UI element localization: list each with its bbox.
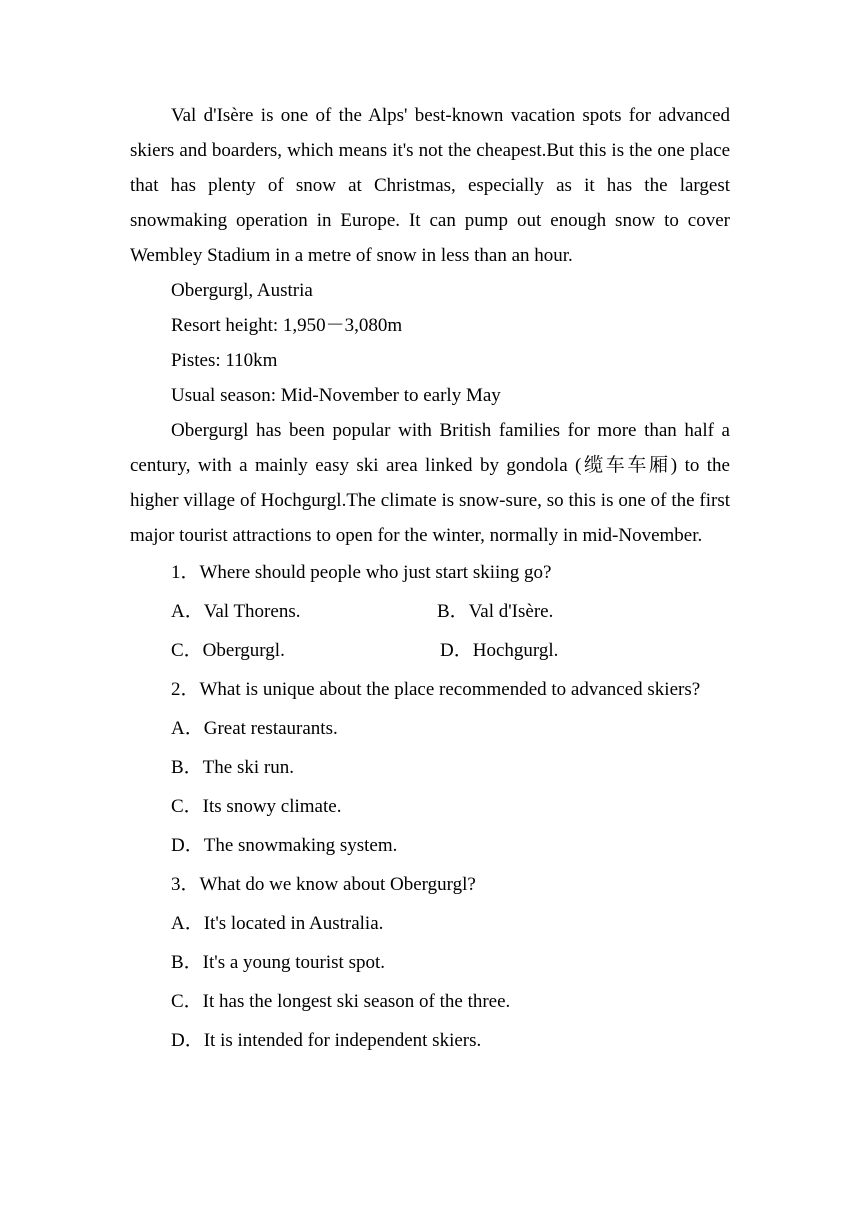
question-2-option-c: C．Its snowy climate. (171, 796, 342, 817)
resort-usual-season: Usual season: Mid-November to early May (171, 385, 501, 406)
question-3-option-b: B．It's a young tourist spot. (171, 952, 386, 973)
question-3-option-d: D．It is intended for independent skiers. (171, 1030, 482, 1051)
question-2-option-a: A．Great restaurants. (171, 718, 338, 739)
question-2-option-b: B．The ski run. (171, 757, 294, 778)
question-3-option-c: C．It has the longest ski season of the three. (171, 991, 511, 1012)
question-1-stem: 1．Where should people who just start skiing go? (171, 562, 552, 583)
question-1-option-d: D．Hochgurgl. (440, 640, 559, 661)
question-2-stem: 2．What is unique about the place recommended to advanced skiers? (171, 679, 701, 700)
resort-title-obergurgl: Obergurgl, Austria (171, 280, 313, 301)
question-1-option-a: A．Val Thorens. (171, 601, 301, 622)
paragraph-val-disere: Val d'Isère is one of the Alps' best-known vacation spots for advanced skiers and boarders, which means it's not the cheapest.But this is the one place that has plenty of snow at Christmas, especially as it has the largest snowmaking operation in Europe. It can pump out enough snow to cover Wembley Stadium in a metre of snow in less than an hour. (130, 105, 730, 266)
paragraph-obergurgl: Obergurgl has been popular with British families for more than half a century, with a mainly easy ski area linked by gondola (缆车车厢) to the higher village of Hochgurgl.The climate is snow-sure, so this is one of the first major tourist attractions to open for the winter, normally in mid-November. (130, 420, 730, 546)
question-3-option-a: A．It's located in Australia. (171, 913, 384, 934)
resort-height: Resort height: 1,950－3,080m (171, 315, 403, 336)
question-1-options-row-1 (130, 592, 730, 631)
resort-pistes: Pistes: 110km (171, 350, 278, 371)
question-2-option-d: D．The snowmaking system. (171, 835, 398, 856)
question-1-option-b: B．Val d'Isère. (437, 601, 554, 622)
question-1-options-row-2 (130, 631, 730, 670)
question-3-stem: 3．What do we know about Obergurgl? (171, 874, 476, 895)
question-1-option-c: C．Obergurgl. (171, 640, 285, 661)
document-page (130, 98, 730, 1060)
